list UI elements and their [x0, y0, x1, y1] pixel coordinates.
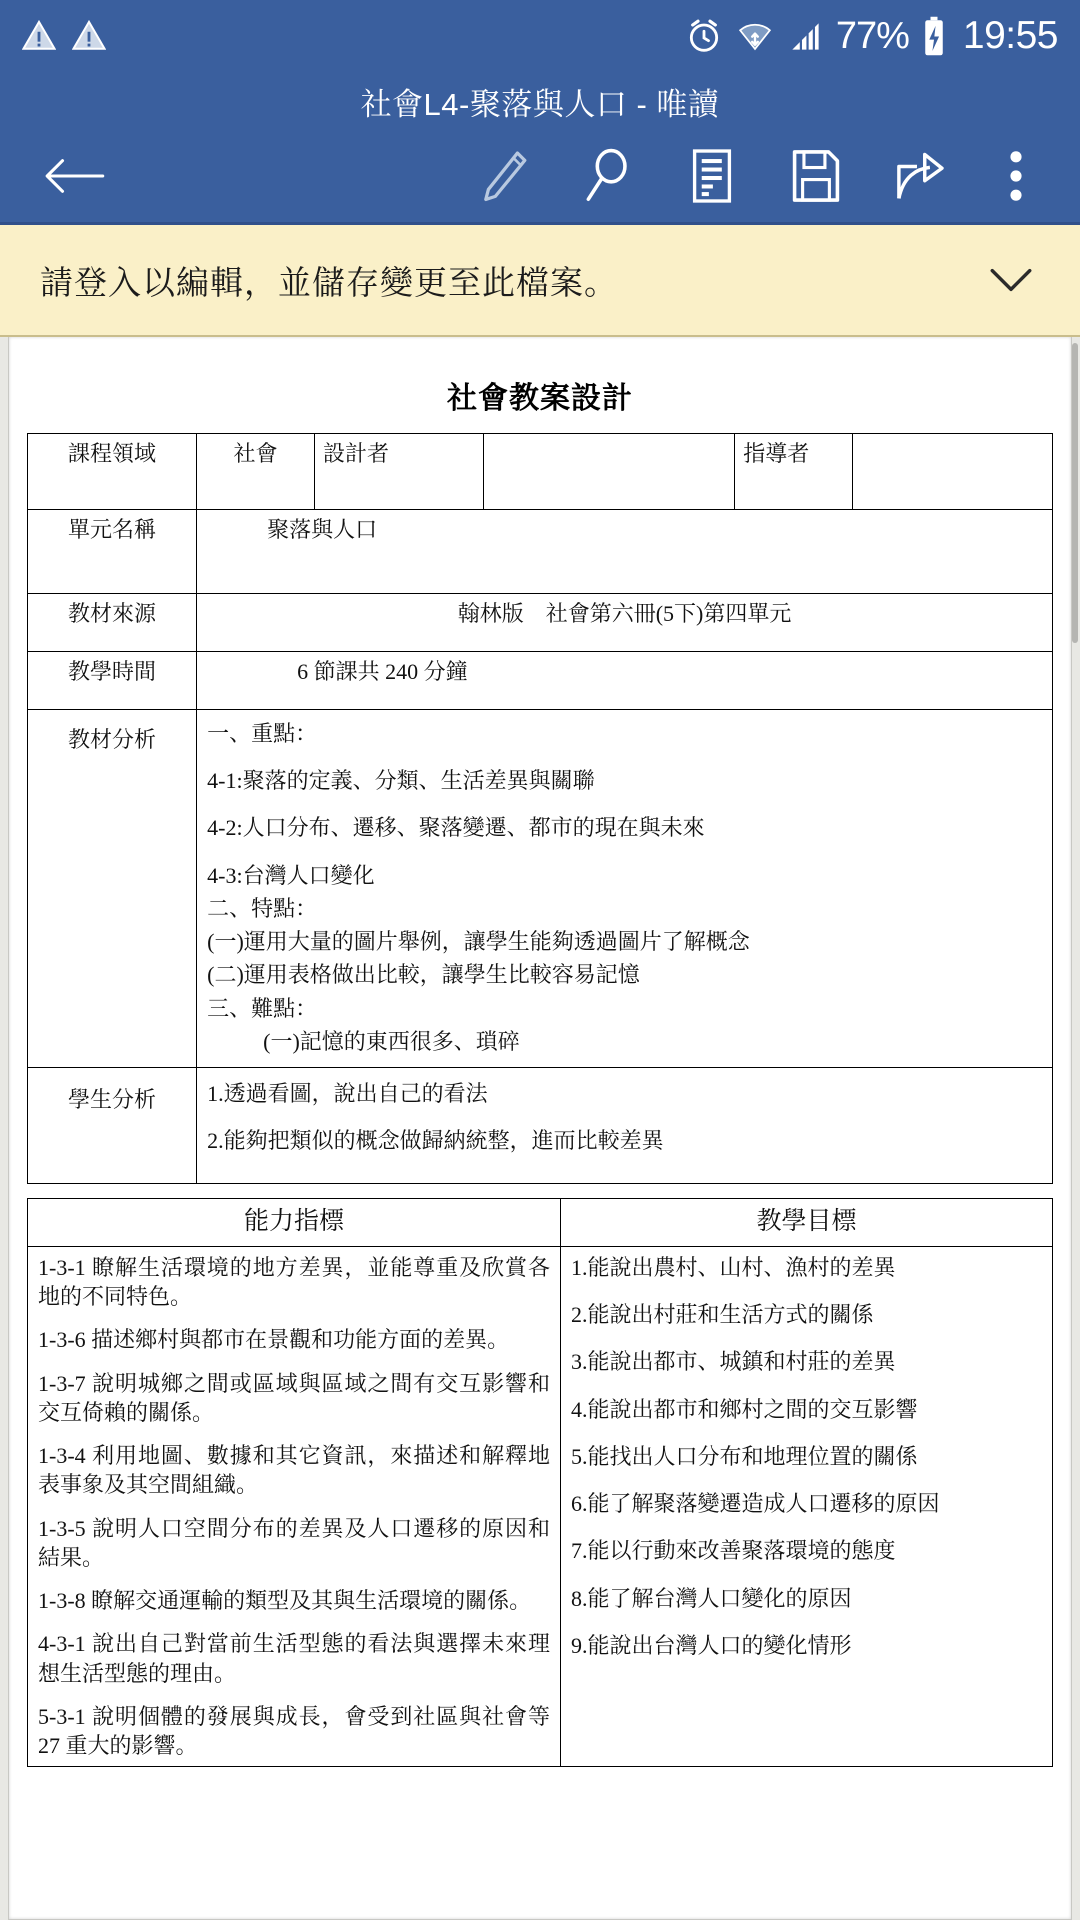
- signin-notice-banner[interactable]: [0, 225, 1080, 337]
- document-page: [8, 337, 1072, 1920]
- objectives-table: [27, 1198, 1053, 1768]
- analysis-line: 4-3:台灣人口變化: [207, 862, 375, 888]
- save-button[interactable]: [764, 141, 868, 211]
- document-outline-icon: [688, 147, 736, 205]
- list-item: 5.能找出人口分布和地理位置的關係: [571, 1443, 918, 1469]
- table-row: [28, 1068, 1053, 1183]
- list-item: 3.能說出都市、城鎮和村莊的差異: [571, 1349, 896, 1375]
- analysis-line: (二)運用表格做出比較，讓學生比較容易記憶: [207, 962, 640, 988]
- cell-advisor-value: [853, 434, 1053, 510]
- wifi-icon: [736, 16, 774, 56]
- list-item: 1-3-5 說明人口空間分布的差異及人口遷移的原因和結果。: [38, 1515, 550, 1570]
- table-row: [28, 1246, 1053, 1767]
- cell-field-label: 學生分析: [28, 1068, 197, 1183]
- cell-ability-indicators: [28, 1246, 561, 1767]
- table-row: [28, 594, 1053, 652]
- cell-unit-name-value: 聚落與人口: [197, 510, 1053, 594]
- warning-triangle-icon: [22, 19, 56, 53]
- warning-triangle-icon: [72, 19, 106, 53]
- cell-teaching-time-value: 6 節課共 240 分鐘: [197, 652, 1053, 710]
- list-item: 8.能了解台灣人口變化的原因: [571, 1585, 852, 1611]
- cell-field-label: 教材來源: [28, 594, 197, 652]
- list-item: 1-3-1 瞭解生活環境的地方差異，並能尊重及欣賞各地的不同特色。: [38, 1254, 550, 1310]
- analysis-line: 一、重點：: [207, 721, 318, 746]
- toolbar: [0, 130, 1080, 225]
- lesson-info-table: [27, 433, 1053, 1184]
- edit-button[interactable]: [452, 141, 556, 211]
- page-title: 社會教案設計: [447, 382, 633, 415]
- cell-advisor-label: 指導者: [735, 434, 853, 510]
- back-arrow-icon: [41, 153, 107, 199]
- column-header-goals: 教學目標: [561, 1198, 1053, 1246]
- list-item: 4-3-1 說出自己對當前生活型態的看法與選擇未來理想生活型態的理由。: [38, 1631, 550, 1686]
- table-row: [28, 434, 1053, 510]
- alarm-clock-icon: [684, 16, 724, 56]
- cell-field-label: 教學時間: [28, 652, 197, 710]
- table-header-row: [28, 1198, 1053, 1246]
- list-item: 1-3-8 瞭解交通運輸的類型及其與生活環境的關係。: [38, 1588, 532, 1614]
- chevron-down-icon: [988, 265, 1034, 295]
- cell-subject-value: 社會: [197, 434, 315, 510]
- analysis-line: 二、特點：: [207, 895, 318, 921]
- list-item: 1-3-6 描述鄉村與都市在景觀和功能方面的差異。: [38, 1327, 510, 1353]
- list-item: 1-3-7 說明城鄉之間或區域與區域之間有交互影響和交互倚賴的關係。: [38, 1370, 550, 1425]
- status-bar: [0, 0, 1080, 72]
- status-bar-system-icons: [684, 14, 1058, 58]
- overflow-menu-icon: [1007, 147, 1025, 205]
- document-scroll-area[interactable]: [0, 337, 1080, 1920]
- table-row: [28, 710, 1053, 1068]
- status-bar-clock: 19:55: [962, 14, 1058, 57]
- cell-designer-label: 設計者: [315, 434, 484, 510]
- cell-teaching-goals: [561, 1246, 1053, 1767]
- cell-field-label: 教材分析: [28, 710, 197, 1068]
- list-item: 2.能說出村莊和生活方式的關係: [571, 1302, 874, 1328]
- search-button[interactable]: [556, 141, 660, 211]
- app-title-bar: [0, 72, 1080, 130]
- cell-material-analysis-value: [197, 710, 1053, 1068]
- list-item: 5-3-1 說明個體的發展與成長，會受到社區與社會等 27 重大的影響。: [38, 1703, 550, 1759]
- analysis-line: 2.能夠把類似的概念做歸納統整，進而比較差異: [207, 1128, 664, 1154]
- status-bar-notifications: [22, 19, 106, 53]
- analysis-line: (一)記憶的東西很多、瑣碎: [263, 1028, 520, 1054]
- floppy-disk-icon: [789, 147, 843, 205]
- list-item: 1-3-4 利用地圖、數據和其它資訊，來描述和解釋地表事象及其空間組織。: [38, 1443, 550, 1498]
- list-item: 7.能以行動來改善聚落環境的態度: [571, 1538, 896, 1564]
- battery-percentage: 77%: [835, 14, 909, 57]
- table-row: [28, 652, 1053, 710]
- analysis-line: 4-2:人口分布、遷移、聚落變遷、都市的現在與未來: [207, 815, 705, 841]
- cell-designer-value: [484, 434, 735, 510]
- table-row: [28, 510, 1053, 594]
- battery-charging-icon: [921, 15, 947, 57]
- cell-material-source-value: 翰林版 社會第六冊(5下)第四單元: [197, 594, 1053, 652]
- document-scrollbar[interactable]: [1072, 343, 1078, 643]
- column-header-indicators: 能力指標: [28, 1198, 561, 1246]
- list-item: 1.能說出農村、山村、漁村的差異: [571, 1254, 896, 1280]
- pencil-icon: [478, 147, 530, 205]
- notice-text: 請登入以編輯，並儲存變更至此檔案。: [40, 263, 618, 301]
- back-button[interactable]: [34, 141, 114, 211]
- analysis-line: 三、難點：: [207, 995, 318, 1021]
- cell-student-analysis-value: [197, 1068, 1053, 1183]
- list-item: 4.能說出都市和鄉村之間的交互影響: [571, 1396, 918, 1422]
- list-item: 9.能說出台灣人口的變化情形: [571, 1632, 852, 1658]
- analysis-line: 1.透過看圖，說出自己的看法: [207, 1081, 488, 1107]
- cell-field-label: 課程領域: [28, 434, 197, 510]
- cell-field-label: 單元名稱: [28, 510, 197, 594]
- outline-button[interactable]: [660, 141, 764, 211]
- notice-expand-button[interactable]: [982, 251, 1040, 309]
- share-button[interactable]: [868, 141, 972, 211]
- analysis-line: (一)運用大量的圖片舉例，讓學生能夠透過圖片了解概念: [207, 929, 750, 955]
- magnifier-icon: [581, 147, 635, 205]
- cell-signal-icon: [786, 16, 824, 56]
- share-icon: [892, 147, 948, 205]
- document-title: 社會L4-聚落與人口 - 唯讀: [360, 86, 720, 122]
- list-item: 6.能了解聚落變遷造成人口遷移的原因: [571, 1491, 940, 1517]
- more-button[interactable]: [986, 141, 1046, 211]
- analysis-line: 4-1:聚落的定義、分類、生活差異與關聯: [207, 768, 595, 794]
